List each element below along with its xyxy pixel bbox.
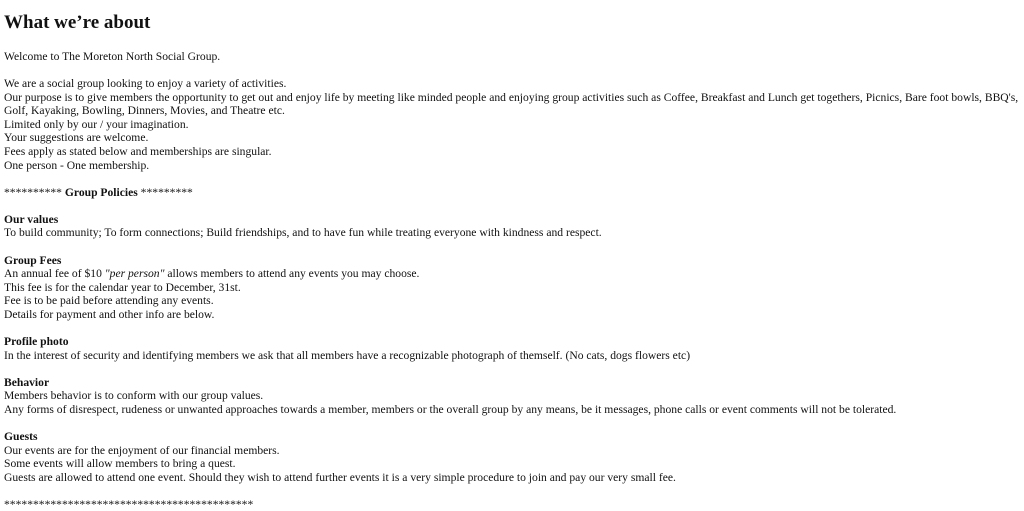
- guests-title: Guests: [4, 429, 38, 443]
- guests-line-3: Guests are allowed to attend one event. Should they wish to attend further events it is a very simple procedure to join and pay our very small fee.: [4, 470, 676, 484]
- intro-line-5: Fees apply as stated below and memberships are singular.: [4, 145, 272, 159]
- intro-line-2: Our purpose is to give members the opportunity to get out and enjoy life by meeting like minded people and enjoying group activities such as Coffee, Breakfast and Lunch get togethers, Picnics, Bare foot bowls, BBQ's, Golf, Kayaking, Bowling, Dinners, Movies, and Theatre etc.: [4, 90, 1019, 118]
- policies-title: Group Policies: [61, 185, 141, 199]
- behavior-line-2: Any forms of disrespect, rudeness or unwanted approaches towards a member, members or the overall group by any means, be it messages, phone calls or event comments will not be tolerated.: [4, 402, 897, 416]
- photo-title: Profile photo: [4, 335, 69, 348]
- policies-header: [4, 186, 1020, 200]
- fees-section: [4, 254, 1020, 322]
- photo-text: In the interest of security and identifying members we ask that all members have a recognizable photograph of themself. (No cats, dogs flowers etc): [4, 348, 691, 362]
- fees-line-1-start: An annual fee of $10: [4, 267, 105, 281]
- fees-line-2: This fee is for the calendar year to December, 31st.: [4, 280, 241, 294]
- welcome-text: Welcome to The Moreton North Social Group.: [4, 50, 221, 63]
- intro-line-3: Limited only by our / your imagination.: [4, 117, 189, 131]
- fees-per-person: "per person": [104, 267, 165, 281]
- policies-stars-right: *********: [140, 185, 193, 199]
- page-title: What we’re about: [4, 12, 151, 33]
- intro-section: [4, 77, 1020, 172]
- fees-line-3: Fee is to be paid before attending any events.: [4, 294, 214, 308]
- guests-section: [4, 430, 1020, 484]
- intro-line-4: Your suggestions are welcome.: [4, 131, 149, 145]
- behavior-section: [4, 376, 1020, 417]
- intro-line-6: One person - One membership.: [4, 158, 150, 172]
- values-title: Our values: [4, 212, 59, 226]
- fees-line-1-end: allows members to attend any events you may choose.: [164, 267, 420, 281]
- guests-line-2: Some events will allow members to bring a quest.: [4, 457, 236, 471]
- values-section: [4, 213, 1020, 240]
- intro-line-1: We are a social group looking to enjoy a variety of activities.: [4, 77, 287, 91]
- footer-divider: [4, 498, 1020, 511]
- fees-line-4: Details for payment and other info are below.: [4, 307, 215, 321]
- policies-stars-left: **********: [4, 185, 62, 199]
- values-text: To build community; To form connections; Build friendships, and to have fun while treating everyone with kindness and respect.: [4, 226, 602, 240]
- fees-title: Group Fees: [4, 253, 62, 267]
- behavior-line-1: Members behavior is to conform with our group values.: [4, 389, 264, 403]
- welcome-paragraph: [4, 50, 1020, 64]
- guests-line-1: Our events are for the enjoyment of our financial members.: [4, 443, 280, 457]
- behavior-title: Behavior: [4, 375, 50, 389]
- footer-stars: *******************************************: [4, 497, 254, 511]
- photo-section: [4, 335, 1020, 362]
- fees-line-1: [4, 267, 1020, 281]
